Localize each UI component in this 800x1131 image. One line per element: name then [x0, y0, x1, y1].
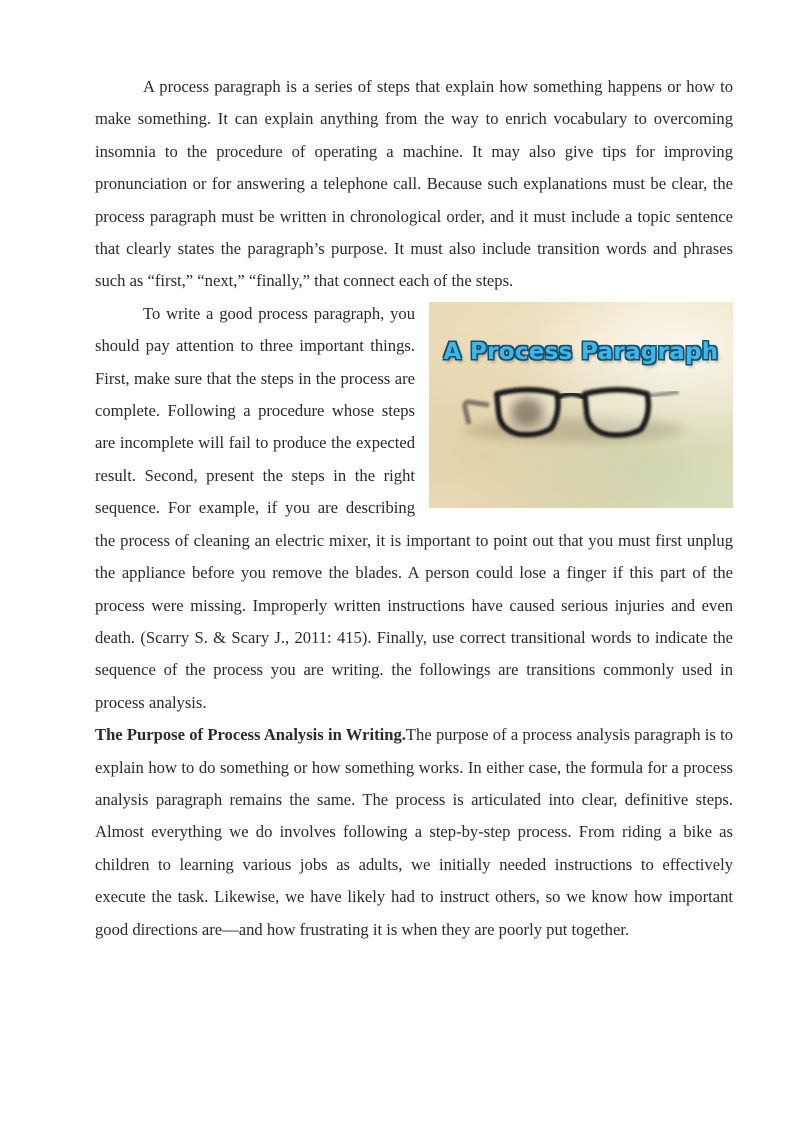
body-paragraph: To write a good process paragraph, you should pay attention to three important things. First, make sure that the steps in the process are complete. Following a procedure whose steps are incomplete will fail to produce the expected result. Second, present the steps in the right sequence. For example, if you are describing the process of cleaning an electric mixer, it is important to point out that you must first unplug the appliance before you remove the blades. A person could lose a finger if this part of the process were missing. Improperly written instructions have caused serious injuries and even death. (Scarry S. & Scary J., 2011: 415). Finally, use correct transitional words to indicate the sequence of the process you are writing. the followings are transitions commonly used in process analysis. [95, 303, 733, 712]
eyeglasses-icon [429, 302, 733, 508]
purpose-paragraph [95, 719, 733, 946]
process-paragraph-image [429, 302, 733, 508]
document-page [95, 71, 733, 946]
image-title: A Process Paragraph [443, 338, 719, 365]
purpose-heading: The Purpose of Process Analysis in Writing. [95, 725, 406, 745]
intro-paragraph: A process paragraph is a series of steps that explain how something happens or how to make something. It can explain anything from the way to enrich vocabulary to overcoming insomnia to the procedure of operating a machine. It may also give tips for improving pronunciation or for answering a telephone call. Because such explanations must be clear, the process paragraph must be written in chronological order, and it must include a topic sentence that clearly states the paragraph’s purpose. It must also include transition words and phrases such as “first,” “next,” “finally,” that connect each of the steps. [95, 77, 733, 291]
purpose-body: The purpose of a process analysis paragraph is to explain how to do something or how something works. In either case, the formula for a process analysis paragraph remains the same. The process is articulated into clear, definitive steps. Almost everything we do involves following a step-by-step process. From riding a bike as children to learning various jobs as adults, we initially needed instructions to effectively execute the task. Likewise, we have likely had to instruct others, so we know how important good directions are—and how frustrating it is when they are poorly put together. [95, 725, 733, 939]
